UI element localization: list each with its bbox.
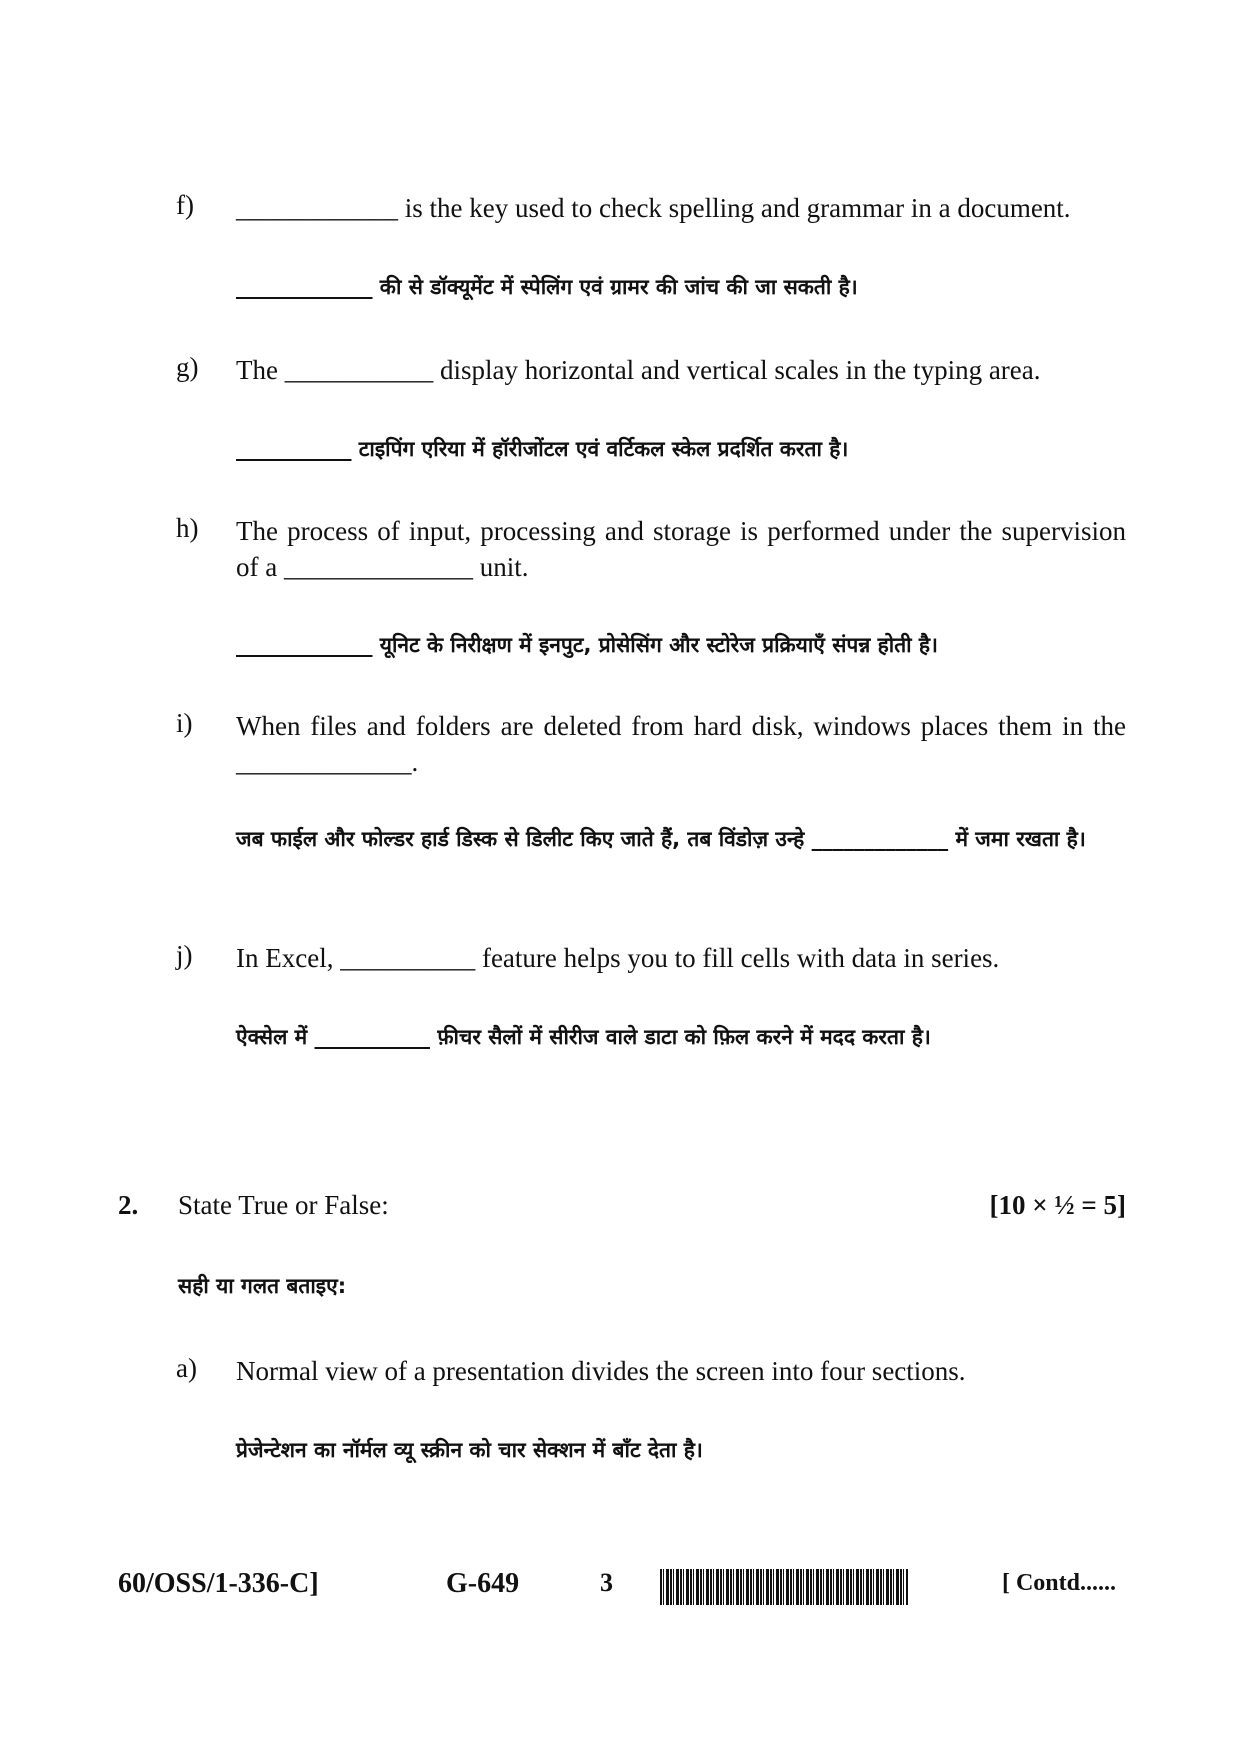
- question-heading-hindi: सही या गलत बताइए:: [178, 1274, 347, 1298]
- item-english-text: In Excel, __________ feature helps you to fill cells with data in series.: [236, 943, 1000, 973]
- barcode-image: [660, 1569, 908, 1605]
- item-label: i): [176, 708, 193, 738]
- question-item-j: [176, 940, 1126, 1060]
- item-english-text: The process of input, processing and storage is performed under the supervision of a ______________ unit.: [236, 516, 1126, 582]
- question-number: 2.: [118, 1190, 139, 1220]
- item-hindi-text: जब फाईल और फोल्डर हार्ड डिस्क से डिलीट किए जाते हैं, तब विंडोज़ उन्हे _____________ में जमा रखता है।: [236, 827, 1086, 851]
- question-item-g: [176, 352, 1126, 472]
- item-label: h): [176, 513, 199, 543]
- paper-code: 60/OSS/1-336-C]: [118, 1568, 319, 1599]
- question-item-i: [176, 708, 1126, 908]
- question-item-h: [176, 513, 1126, 673]
- item-english-text: ____________ is the key used to check spelling and grammar in a document.: [236, 193, 1071, 223]
- question-heading: State True or False:: [178, 1190, 389, 1220]
- continued-note: [ Contd......: [1001, 1570, 1116, 1596]
- series-code: G-649: [446, 1568, 520, 1599]
- item-english-text: The ___________ display horizontal and vertical scales in the typing area.: [236, 355, 1041, 385]
- item-english-text: Normal view of a presentation divides the screen into four sections.: [236, 1356, 966, 1386]
- page-number: 3: [600, 1568, 613, 1597]
- question-marks: [10 × ½ = 5]: [989, 1190, 1126, 1220]
- question-item-a: [176, 1353, 1126, 1473]
- item-hindi-text: _____________ की से डॉक्यूमेंट में स्पेलिंग एवं ग्रामर की जांच की जा सकती है।: [236, 275, 858, 299]
- item-english-text: When files and folders are deleted from hard disk, windows places them in the _____________.: [236, 711, 1126, 777]
- item-label: f): [176, 190, 194, 220]
- item-label: g): [176, 352, 199, 382]
- item-label: j): [176, 940, 193, 970]
- item-hindi-text: प्रेजेन्टेशन का नॉर्मल व्यू स्क्रीन को चार सेक्शन में बाँट देता है।: [236, 1438, 703, 1462]
- item-label: a): [176, 1353, 197, 1383]
- item-hindi-text: ऐक्सेल में ___________ फ़ीचर सैलों में सीरीज वाले डाटा को फ़िल करने में मदद करता है।: [236, 1025, 931, 1049]
- question-item-f: [176, 190, 1126, 310]
- item-hindi-text: _____________ यूनिट के निरीक्षण में इनपुट, प्रोसेसिंग और स्टोरेज प्रक्रियाएँ संपन्न होती है।: [236, 633, 939, 657]
- item-hindi-text: ___________ टाइपिंग एरिया में हॉरीजोंटल एवं वर्टिकल स्केल प्रदर्शित करता है।: [236, 437, 849, 461]
